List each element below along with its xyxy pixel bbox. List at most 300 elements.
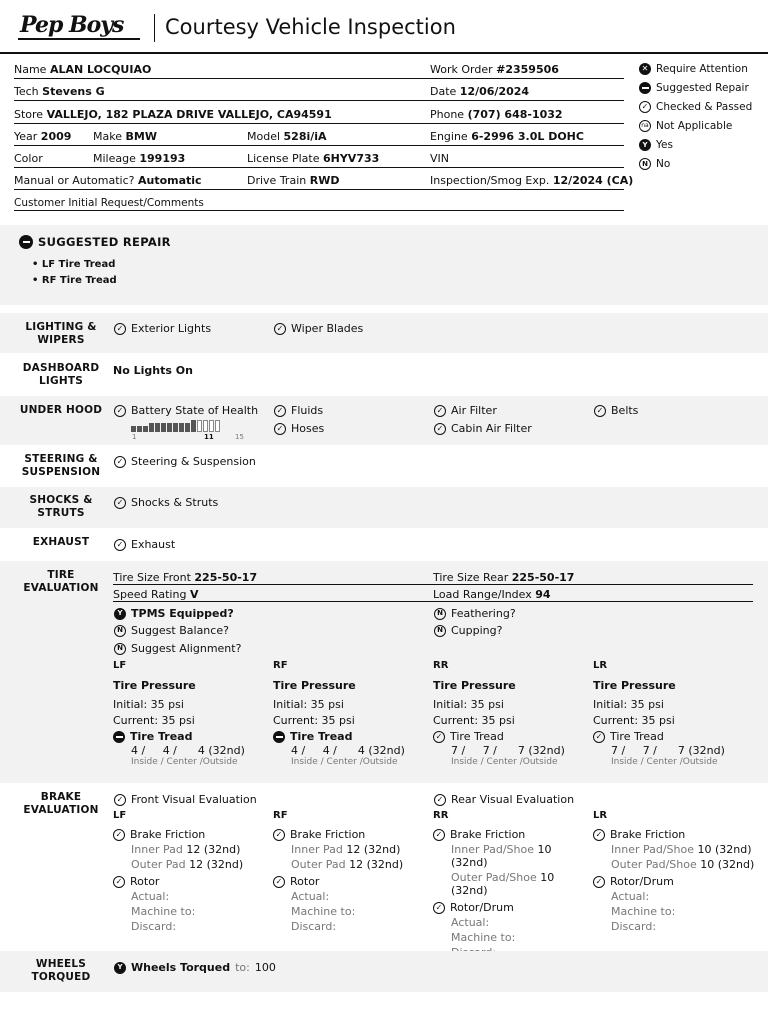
under-hood-label: UNDER HOOD: [19, 404, 103, 416]
check-icon: ✓: [593, 876, 605, 888]
wheel-position: RF: [273, 810, 288, 821]
header-rule: [0, 52, 768, 54]
inner-pad-label: Inner Pad: [291, 843, 343, 856]
minus-icon: [113, 731, 125, 743]
legend-label: Suggested Repair: [656, 82, 749, 94]
tech-value: Stevens G: [42, 85, 105, 98]
tire-initial: [593, 698, 753, 711]
exhaust-label: EXHAUST: [32, 536, 90, 548]
logo-underline: [18, 38, 140, 40]
work-order-label: Work Order: [430, 63, 493, 76]
smog-value: 12/2024 (CA): [552, 174, 634, 187]
outer-pad-label: Outer Pad: [131, 858, 186, 871]
info-rule: [14, 145, 624, 146]
vin-field: [430, 152, 449, 165]
battery-segment: [209, 420, 214, 432]
tire-size-rear-label: Tire Size Rear: [433, 571, 509, 584]
tread-label: Tire Tread: [450, 730, 504, 743]
wheel-position: RF: [273, 660, 288, 671]
discard-label: Discard:: [131, 920, 177, 933]
tread-label: Tire Tread: [130, 730, 193, 743]
tire-pressure-label: Tire Pressure: [273, 679, 356, 692]
current-label: Current:: [593, 714, 639, 727]
check-icon: ✓: [594, 405, 606, 417]
front-visual-item: [114, 793, 257, 806]
check-icon: ✓: [274, 323, 286, 335]
legend-yes: [639, 139, 673, 151]
check-icon: ✓: [433, 731, 445, 743]
tire-size-front-value: 225-50-17: [194, 571, 258, 584]
name-value: ALAN LOCQUIAO: [49, 63, 152, 76]
engine-field: [430, 130, 584, 143]
drive-train-field: [247, 174, 339, 187]
color-label: Color: [14, 152, 43, 165]
comments-label: Customer Initial Request/Comments: [14, 197, 204, 209]
yes-icon: Y: [114, 608, 126, 620]
suggested-repair-title: [19, 235, 171, 249]
check-icon: ✓: [273, 876, 285, 888]
check-icon: ✓: [639, 101, 651, 113]
alignment-item: [114, 642, 241, 655]
info-rule: [14, 189, 624, 190]
item-label: Rotor: [130, 875, 160, 888]
model-label: Model: [247, 130, 281, 143]
date-label: Date: [430, 85, 457, 98]
tread-unit: (32nd): [528, 744, 565, 757]
tire-pressure-label: Tire Pressure: [433, 679, 516, 692]
suggested-item-text: LF Tire Tread: [41, 259, 116, 270]
initial-value: 35 psi: [150, 698, 184, 711]
tread-center: 7: [642, 744, 650, 757]
tread-center: 4: [322, 744, 330, 757]
date-value: 12/06/2024: [459, 85, 530, 98]
tire-rule: [113, 601, 753, 602]
item-label: Exterior Lights: [131, 322, 212, 335]
tire-label: TIRE EVALUATION: [23, 569, 99, 594]
actual-label: Actual:: [451, 916, 490, 929]
air-filter-item: [434, 404, 497, 417]
tread-sublabel: Inside / Center /Outside: [451, 757, 558, 767]
engine-label: Engine: [430, 130, 468, 143]
item-label: Brake Friction: [610, 828, 686, 841]
balance-item: [114, 624, 229, 637]
yes-icon: Y: [639, 139, 651, 151]
tread-outside: 4: [197, 744, 205, 757]
current-label: Current:: [273, 714, 319, 727]
outer-pad: [291, 858, 431, 871]
initial-label: Initial:: [273, 698, 308, 711]
battery-value: 11: [204, 433, 214, 441]
check-icon: ✓: [114, 323, 126, 335]
item-label: Front Visual Evaluation: [131, 793, 257, 806]
initial-label: Initial:: [433, 698, 468, 711]
pep-boys-logo: Pep Boys: [20, 12, 124, 38]
check-icon: ✓: [434, 794, 446, 806]
check-icon: ✓: [114, 794, 126, 806]
discard-label: Discard:: [291, 920, 337, 933]
battery-segment: [203, 420, 208, 432]
check-icon: ✓: [593, 829, 605, 841]
check-icon: ✓: [114, 539, 126, 551]
outer-pad-value: 10 (32nd): [451, 871, 555, 897]
current-value: 35 psi: [161, 714, 195, 727]
tire-current: [433, 714, 583, 727]
check-icon: ✓: [113, 876, 125, 888]
tread-center: 7: [482, 744, 490, 757]
rotor-item: [433, 901, 591, 914]
tire-size-front: [113, 571, 257, 584]
engine-value: 6-2996 3.0L DOHC: [471, 130, 584, 143]
outer-pad-value: 10 (32nd): [700, 858, 755, 871]
tread-inside: 4: [291, 744, 298, 757]
no-icon: N: [114, 625, 126, 637]
info-rule: [14, 167, 624, 168]
transmission-label: Manual or Automatic?: [14, 174, 135, 187]
tech-field: [14, 85, 105, 98]
wheel-position: LF: [113, 810, 127, 821]
brake-friction-item: [433, 828, 591, 841]
tire-current: [113, 714, 263, 727]
tpms-item: [114, 607, 234, 620]
battery-segment: [155, 423, 160, 432]
torque-to-label: to:: [235, 961, 250, 974]
transmission-value: Automatic: [137, 174, 202, 187]
brake-friction-item: [113, 828, 271, 841]
suggested-item: • LF Tire Tread: [32, 259, 116, 270]
inner-pad: [291, 843, 431, 856]
outer-pad: [131, 858, 271, 871]
load-range-value: 94: [535, 588, 551, 601]
name-label: Name: [14, 63, 47, 76]
tech-label: Tech: [14, 85, 39, 98]
tire-size-rear-value: 225-50-17: [511, 571, 575, 584]
fluids-item: [274, 404, 323, 417]
item-label: Hoses: [291, 422, 325, 435]
discard-label: Discard:: [611, 920, 657, 933]
info-rule: [14, 100, 624, 101]
shocks-item: [114, 496, 218, 509]
color-field: [14, 152, 43, 165]
item-label: Rotor/Drum: [450, 901, 514, 914]
check-icon: ✓: [433, 902, 445, 914]
make-label: Make: [93, 130, 122, 143]
hoses-item: [274, 422, 324, 435]
item-label: Steering & Suspension: [131, 455, 256, 468]
tire-tread-item: [273, 730, 423, 743]
item-label: Feathering?: [451, 607, 516, 620]
model-field: [247, 130, 327, 143]
item-label: Suggest Balance?: [131, 624, 229, 637]
inner-pad-value: 10 (32nd): [451, 843, 552, 869]
work-order-value: #2359506: [496, 63, 559, 76]
tread-unit: (32nd): [368, 744, 405, 757]
tread-label: Tire Tread: [290, 730, 353, 743]
speed-rating-value: V: [189, 588, 199, 601]
tire-column-lr: [593, 660, 753, 767]
inner-pad-value: 10 (32nd): [697, 843, 752, 856]
rear-visual-item: [434, 793, 574, 806]
item-label: Air Filter: [451, 404, 497, 417]
battery-segment: [185, 423, 190, 432]
battery-segment: [173, 423, 178, 432]
tire-column-lf: [113, 660, 263, 767]
wiper-blades-item: [274, 322, 363, 335]
page-title: Courtesy Vehicle Inspection: [165, 15, 456, 39]
tread-outside: 4: [357, 744, 365, 757]
rotor-item: [113, 875, 271, 888]
item-label: Rotor/Drum: [610, 875, 674, 888]
lighting-label: LIGHTING & WIPERS: [25, 321, 97, 346]
check-icon: ✓: [273, 829, 285, 841]
suggested-repair-title-text: SUGGESTED REPAIR: [38, 235, 171, 249]
plate-label: License Plate: [247, 152, 320, 165]
yes-icon: Y: [114, 962, 126, 974]
tread-inside: 7: [611, 744, 618, 757]
battery-segment: [131, 426, 136, 432]
item-label: Cabin Air Filter: [451, 422, 532, 435]
inner-pad-value: 12 (32nd): [346, 843, 401, 856]
outer-pad-value: 12 (32nd): [189, 858, 244, 871]
battery-item: [114, 404, 258, 417]
brake-label: BRAKE EVALUATION: [23, 791, 99, 816]
name-field: [14, 63, 151, 76]
check-icon: ✓: [274, 423, 286, 435]
info-rule: [14, 210, 624, 211]
outer-pad-label: Outer Pad/Shoe: [451, 871, 537, 884]
tire-initial: [433, 698, 583, 711]
legend-label: Yes: [656, 139, 673, 151]
load-range: [433, 588, 551, 601]
dashboard-value: No Lights On: [113, 364, 193, 377]
battery-max: 15: [235, 433, 244, 441]
tire-pressure-label: Tire Pressure: [113, 679, 196, 692]
tread-values: 4 / 4 / 4 (32nd): [131, 744, 245, 757]
phone-field: [430, 108, 563, 121]
item-label: Rotor: [290, 875, 320, 888]
inner-pad: [131, 843, 271, 856]
inner-pad-value: 12 (32nd): [186, 843, 241, 856]
tire-current: [593, 714, 753, 727]
tire-pressure-label: Tire Pressure: [593, 679, 676, 692]
battery-segment: [197, 420, 202, 432]
legend-label: Require Attention: [656, 63, 748, 75]
battery-segment: [179, 423, 184, 432]
cabin-air-filter-item: [434, 422, 532, 435]
initial-value: 35 psi: [470, 698, 504, 711]
tread-sublabel: Inside / Center /Outside: [131, 757, 238, 767]
current-label: Current:: [433, 714, 479, 727]
check-icon: ✓: [114, 456, 126, 468]
actual-label: Actual:: [611, 890, 650, 903]
tread-inside: 4: [131, 744, 138, 757]
battery-segment: [161, 423, 166, 432]
no-icon: N: [639, 158, 651, 170]
legend-label: No: [656, 158, 671, 170]
inner-pad: [611, 843, 763, 856]
item-label: Brake Friction: [290, 828, 366, 841]
check-icon: ✓: [113, 829, 125, 841]
wheel-position: LR: [593, 810, 608, 821]
battery-segment: [137, 426, 142, 432]
brake-column-lr: [593, 810, 763, 933]
tread-unit: (32nd): [688, 744, 725, 757]
minus-icon: [639, 82, 651, 94]
info-rule: [14, 78, 624, 79]
legend-no: [639, 158, 670, 170]
tire-column-rr: [433, 660, 583, 767]
year-label: Year: [14, 130, 38, 143]
legend-not-applicable: [639, 120, 732, 132]
torque-value: 100: [254, 961, 276, 974]
item-label: Belts: [611, 404, 639, 417]
item-label: TPMS Equipped?: [131, 607, 234, 620]
store-label: Store: [14, 108, 44, 121]
inner-pad-label: Inner Pad: [131, 843, 183, 856]
drive-train-value: RWD: [309, 174, 340, 187]
outer-pad: [451, 871, 591, 897]
battery-segment: [191, 420, 196, 432]
check-icon: ✓: [593, 731, 605, 743]
tread-values: 7 / 7 / 7 (32nd): [611, 744, 725, 757]
dashboard-label: DASHBOARD LIGHTS: [22, 362, 100, 387]
tread-outside: 7: [517, 744, 525, 757]
current-label: Current:: [113, 714, 159, 727]
battery-min: 1: [132, 433, 137, 441]
item-label: Wiper Blades: [291, 322, 364, 335]
current-value: 35 psi: [641, 714, 675, 727]
mileage-field: [93, 152, 185, 165]
check-icon: ✓: [274, 405, 286, 417]
item-label: Fluids: [291, 404, 324, 417]
machine-label: Machine to:: [131, 905, 196, 918]
initial-label: Initial:: [593, 698, 628, 711]
smog-field: [430, 174, 633, 187]
battery-segment: [143, 426, 148, 432]
mileage-label: Mileage: [93, 152, 136, 165]
item-label: Brake Friction: [130, 828, 206, 841]
wheels-torqued-label: WHEELS TORQUED: [31, 958, 91, 983]
tread-values: 7 / 7 / 7 (32nd): [451, 744, 565, 757]
item-label: Brake Friction: [450, 828, 526, 841]
wheel-position: RR: [433, 660, 449, 671]
current-value: 35 psi: [321, 714, 355, 727]
mileage-value: 199193: [139, 152, 186, 165]
date-field: [430, 85, 529, 98]
legend-require-attention: [639, 63, 748, 75]
battery-segment: [215, 420, 220, 432]
minus-icon: [19, 235, 33, 249]
rotor-item: [593, 875, 763, 888]
suggested-item: • RF Tire Tread: [32, 275, 117, 286]
tire-tread-item: [433, 730, 583, 743]
item-label: Battery State of Health: [131, 404, 259, 417]
tire-column-rf: [273, 660, 423, 767]
item-label: Shocks & Struts: [131, 496, 219, 509]
tread-inside: 7: [451, 744, 458, 757]
tire-rule: [113, 584, 753, 585]
no-icon: N: [114, 643, 126, 655]
work-order-field: [430, 63, 559, 76]
transmission-field: [14, 174, 202, 187]
phone-label: Phone: [430, 108, 465, 121]
outer-pad: [611, 858, 763, 871]
battery-health-bar: [131, 420, 220, 432]
brake-column-lf: [113, 810, 271, 933]
exterior-lights-item: [114, 322, 211, 335]
battery-segment: [167, 423, 172, 432]
phone-value: (707) 648-1032: [467, 108, 563, 121]
tire-size-front-label: Tire Size Front: [113, 571, 191, 584]
tread-outside: 7: [677, 744, 685, 757]
tread-sublabel: Inside / Center /Outside: [291, 757, 398, 767]
steering-label: STEERING & SUSPENSION: [21, 453, 101, 478]
item-label: Exhaust: [131, 538, 176, 551]
check-icon: ✓: [434, 405, 446, 417]
brake-friction-item: [593, 828, 763, 841]
no-icon: N: [434, 608, 446, 620]
tire-initial: [273, 698, 423, 711]
outer-pad-label: Outer Pad: [291, 858, 346, 871]
smog-label: Inspection/Smog Exp.: [430, 174, 550, 187]
minus-icon: [273, 731, 285, 743]
machine-label: Machine to:: [451, 931, 516, 944]
initial-value: 35 psi: [630, 698, 664, 711]
inner-pad-label: Inner Pad/Shoe: [451, 843, 534, 856]
outer-pad-value: 12 (32nd): [349, 858, 404, 871]
shocks-label: SHOCKS & STRUTS: [29, 494, 93, 519]
initial-value: 35 psi: [310, 698, 344, 711]
steering-item: [114, 455, 256, 468]
tread-center: 4: [162, 744, 170, 757]
plate-value: 6HYV733: [322, 152, 380, 165]
tread-sublabel: Inside / Center /Outside: [611, 757, 718, 767]
drive-train-label: Drive Train: [247, 174, 307, 187]
tire-tread-item: [113, 730, 263, 743]
legend-label: Checked & Passed: [656, 101, 753, 113]
make-field: [93, 130, 157, 143]
machine-label: Machine to:: [611, 905, 676, 918]
no-icon: N: [434, 625, 446, 637]
actual-label: Actual:: [291, 890, 330, 903]
rotor-item: [273, 875, 431, 888]
tire-current: [273, 714, 423, 727]
tread-label: Tire Tread: [610, 730, 664, 743]
year-field: [14, 130, 71, 143]
outer-pad-label: Outer Pad/Shoe: [611, 858, 697, 871]
actual-label: Actual:: [131, 890, 170, 903]
check-icon: ✓: [114, 405, 126, 417]
check-icon: ✓: [433, 829, 445, 841]
plate-field: [247, 152, 379, 165]
check-icon: ✓: [114, 497, 126, 509]
brake-column-rr: [433, 810, 591, 959]
feathering-item: [434, 607, 516, 620]
wheel-position: LR: [593, 660, 608, 671]
info-rule: [14, 123, 624, 124]
exhaust-item: [114, 538, 175, 551]
speed-rating: [113, 588, 198, 601]
item-label: Rear Visual Evaluation: [451, 793, 575, 806]
vin-label: VIN: [430, 152, 449, 165]
wheel-position: RR: [433, 810, 449, 821]
make-value: BMW: [125, 130, 157, 143]
brake-column-rf: [273, 810, 431, 933]
belts-item: [594, 404, 638, 417]
wheels-torqued-item: [114, 961, 276, 974]
tire-size-rear: [433, 571, 574, 584]
legend-label: Not Applicable: [656, 120, 733, 132]
item-label: Suggest Alignment?: [131, 642, 242, 655]
